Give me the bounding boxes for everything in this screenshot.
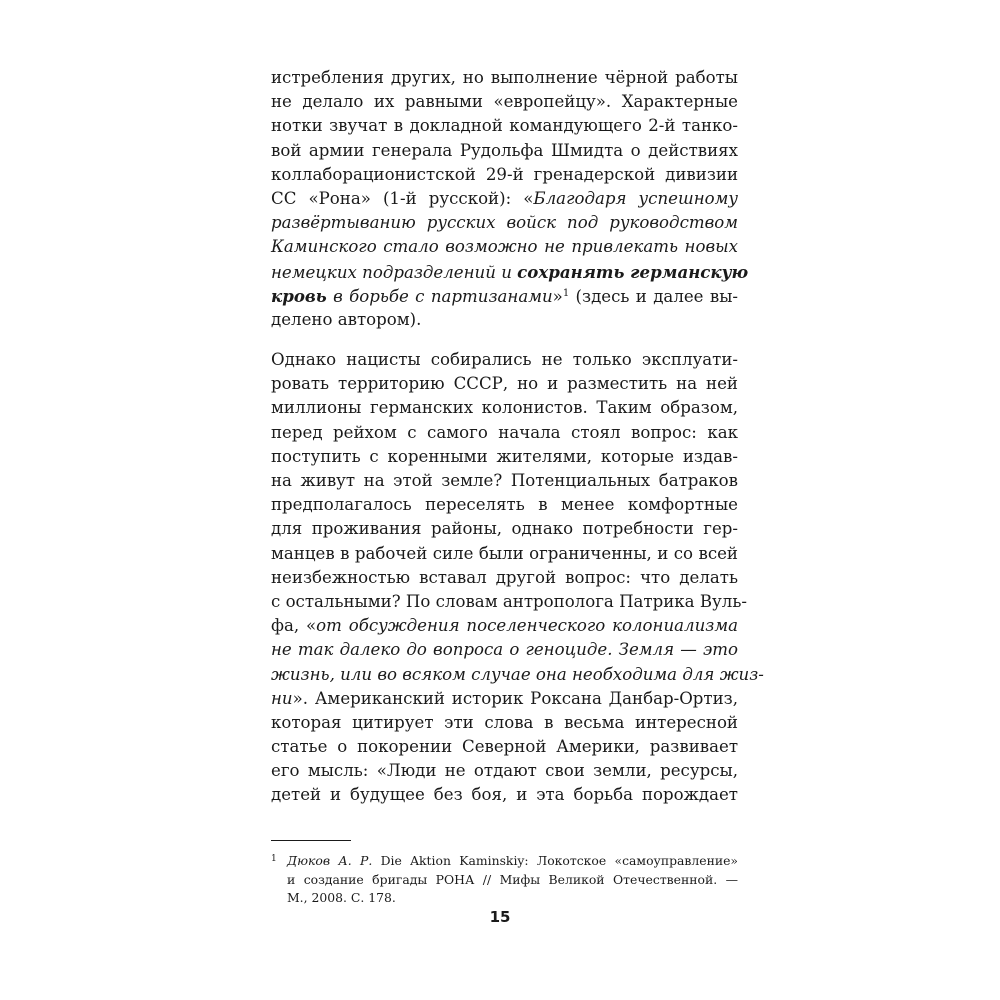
text-line: не делало их равными «европейцу». Характерные xyxy=(271,92,738,112)
text-line: поступить с коренными жителями, которые издав- xyxy=(271,446,738,466)
text-line: с остальными? По словам антрополога Патрика Вуль- xyxy=(271,591,747,611)
footnote-text: Die Aktion Kaminskiy: Локотское «самоуправление» xyxy=(372,853,739,868)
text-line: коллаборационистской 29-й гренадерской дивизии xyxy=(271,164,738,184)
main-text xyxy=(271,66,764,808)
text-line xyxy=(271,687,738,711)
quote-italic: в борьбе с партизанами xyxy=(326,286,553,306)
quote-line: не так далеко до вопроса о геноциде. Земля — это xyxy=(271,640,738,660)
text-line: вой армии генерала Рудольфа Шмидта о действиях xyxy=(271,140,738,160)
text-line: нотки звучат в докладной командующего 2-й танко- xyxy=(271,116,738,136)
paragraph-gap xyxy=(271,332,738,348)
footnote xyxy=(271,852,738,908)
quote-line: Каминского стало возможно не привлекать новых xyxy=(271,237,738,257)
text-run: фа, « xyxy=(271,616,317,636)
text-run: СС «Рона» (1-й русской): « xyxy=(271,188,534,208)
quote-italic: Благодаря успешному xyxy=(533,188,738,208)
text-line xyxy=(271,284,738,308)
text-run: » xyxy=(552,286,563,306)
text-line: на живут на этой земле? Потенциальных батраков xyxy=(271,471,738,490)
text-line: его мысль: «Люди не отдают свои земли, ресурсы, xyxy=(271,761,738,781)
text-line: которая цитирует эти слова в весьма интересной xyxy=(271,712,738,732)
text-line: ровать территорию СССР, но и разместить на ней xyxy=(271,374,738,394)
text-line: истребления других, но выполнение чёрной работы xyxy=(271,68,738,87)
paragraph-2 xyxy=(271,348,764,808)
footnote-line: и создание бригады РОНА // Мифы Великой Отечественной. — xyxy=(287,871,738,887)
text-run: (здесь и далее вы- xyxy=(569,286,739,306)
quote-line: развёртыванию русских войск под руководством xyxy=(271,213,738,233)
text-line xyxy=(271,187,738,211)
quote-italic: от обсуждения поселенческого колониализма xyxy=(316,616,738,636)
text-line: манцев в рабочей силе были ограниченны, и со всей xyxy=(271,543,738,563)
text-line xyxy=(271,614,738,638)
footnote-line: 1 Дюков А. Р. Die Aktion Kaminskiy: Локотское «самоуправление» xyxy=(271,853,739,868)
text-line: детей и будущее без боя, и эта борьба порождает xyxy=(271,785,738,805)
quote-bold-italic: кровь xyxy=(271,285,327,306)
text-line xyxy=(271,260,749,284)
text-run: ». Американский историк Роксана Данбар-Ортиз, xyxy=(292,688,738,708)
footnote-line: М., 2008. С. 178. xyxy=(287,890,396,905)
quote-line: жизнь, или во всяком случае она необходима для жиз- xyxy=(271,664,764,684)
quote-italic: ни xyxy=(271,688,293,708)
text-line: делено автором). xyxy=(271,309,422,329)
quote-bold-italic: сохранять германскую xyxy=(517,261,749,282)
text-line: неизбежностью вставал другой вопрос: что делать xyxy=(271,567,738,587)
text-line: статье о покорении Северной Америки, развивает xyxy=(271,737,738,757)
text-line: перед рейхом с самого начала стоял вопрос: как xyxy=(271,422,738,442)
footnote-reference: 1 xyxy=(562,287,570,299)
quote-italic: немецких подразделений и xyxy=(271,262,518,282)
page-number: 15 xyxy=(489,908,511,926)
footnote-author: Дюков А. Р. xyxy=(287,853,373,868)
text-line: предполагалось переселять в менее комфортные xyxy=(271,495,738,515)
footnote-divider xyxy=(271,840,351,841)
text-line: Однако нацисты собирались не только эксплуати- xyxy=(271,350,738,370)
text-line: миллионы германских колонистов. Таким образом, xyxy=(271,398,738,418)
paragraph-1 xyxy=(271,66,749,332)
text-line: для проживания районы, однако потребности гер- xyxy=(271,519,738,539)
